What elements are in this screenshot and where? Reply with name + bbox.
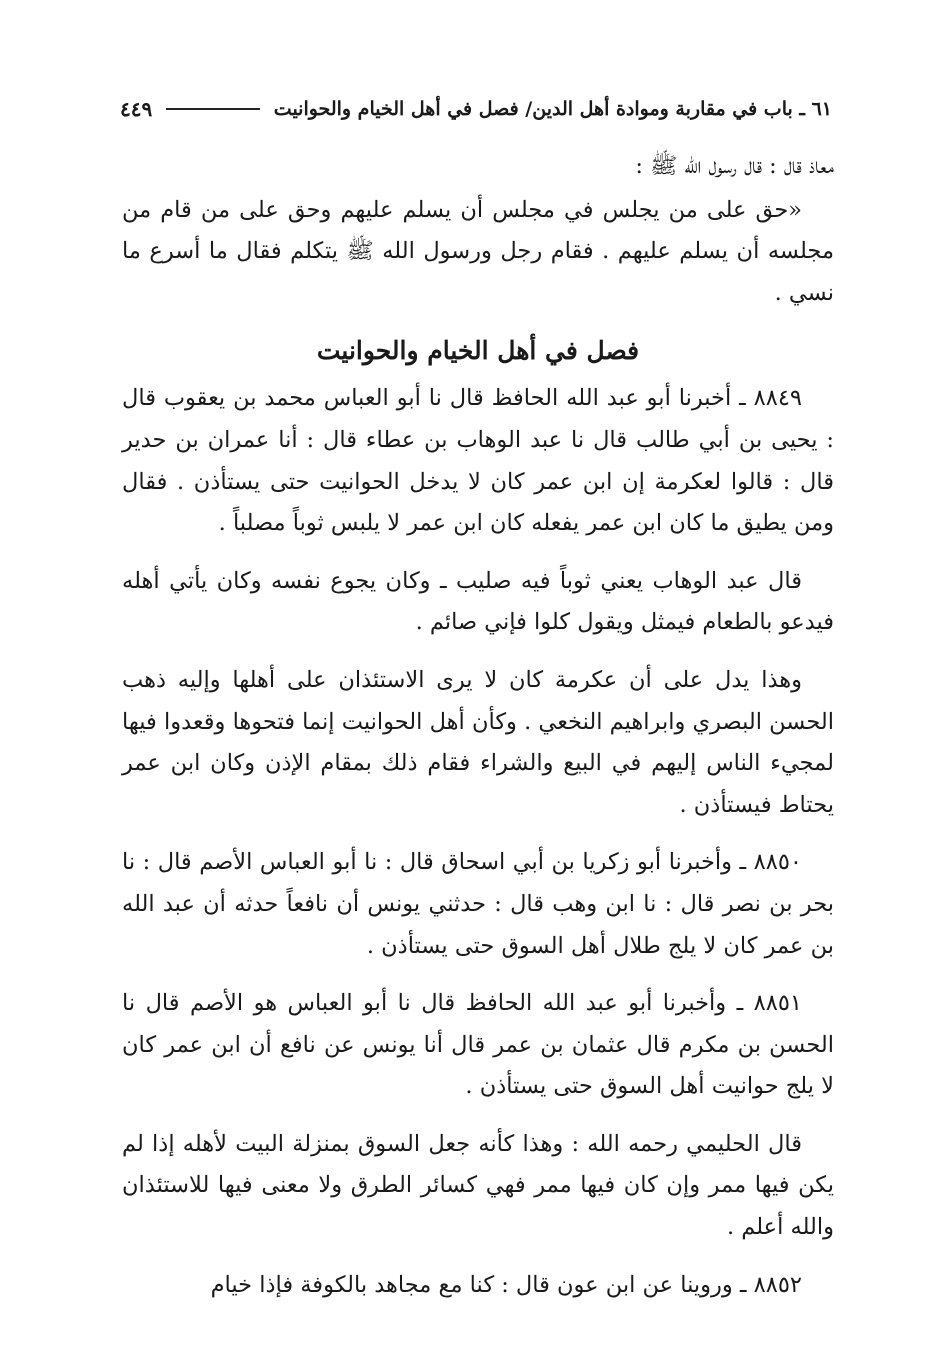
paragraph-8850: ٨٨٥٠ ـ وأخبرنا أبو زكريا بن أبي اسحاق قال : نا أبو العباس الأصم قال : نا بحر بن نصر قال : نا ابن وهب قال : حدثني يونس أن نافعاً حدثه أن عبد الله بن عمر كان لا يلج طلال أهل السوق حتى يستأذن . [122,849,834,959]
section-heading: فصل في أهل الخيام والحوانيت [316,336,640,366]
paragraph-halimi: قال الحليمي رحمه الله : وهذا كأنه جعل السوق بمنزلة البيت لأهله إذا لم يكن فيها ممر وإن كان فيها ممر فهي كسائر الطرق ولا معنى فيها للاستئذان والله أعلم . [122,1130,834,1241]
paragraph-8851: ٨٨٥١ ـ وأخبرنا أبو عبد الله الحافظ قال نا أبو العباس هو الأصم قال نا الحسن بن مكرم قال عثمان بن عمر قال أنا يونس عن نافع أن ابن عمر كان لا يلج حوانيت أهل السوق حتى يستأذن . [122,990,834,1100]
paragraph-8852: ٨٨٥٢ ـ وروينا عن ابن عون قال : كنا مع مجاهد بالكوفة فإذا خيام [210,1271,802,1298]
running-title: ٦١ ـ باب في مقاربة وموادة أهل الدين/ فصل في أهل الخيام والحوانيت [273,98,832,120]
header-rule [166,108,260,110]
paragraph-hadith-quote: «حق على من يجلس في مجلس أن يسلم عليهم وحق على من قام من مجلسه أن يسلم عليهم . فقام رجل ورسول الله ﷺ يتكلم فقال ما أسرع ما نسي . [122,196,834,306]
paragraph-intro: معاذ قال : قال رسول الله ﷺ : [635,153,834,179]
paragraph-commentary-1: قال عبد الوهاب يعني ثوباً فيه صليب ـ وكان يجوع نفسه وكان يأتي أهله فيدعو بالطعام فيمثل ويقول كلوا فإني صائم . [122,567,834,636]
paragraph-8849: ٨٨٤٩ ـ أخبرنا أبو عبد الله الحافظ قال نا أبو العباس محمد بن يعقوب قال : يحيى بن أبي طالب قال نا عبد الوهاب بن عطاء قال : أنا عمران بن حدير قال : قالوا لعكرمة إن ابن عمر كان لا يدخل الحوانيت حتى يستأذن . فقال ومن يطيق ما كان ابن عمر يفعله كان ابن عمر لا يلبس ثوباً مصلباً . [122,385,834,537]
page-number: ٤٤٩ [120,97,153,121]
running-header [120,92,832,126]
page-body [122,146,834,1306]
paragraph-commentary-2: وهذا يدل على أن عكرمة كان لا يرى الاستئذان على أهلها وإليه ذهب الحسن البصري وابراهيم النخعي . وكأن أهل الحوانيت إنما فتحوها وقعدوا فيها لمجيء الناس إليهم في البيع والشراء فقام ذلك بمقام الإذن وكان ابن عمر يحتاط فيستأذن . [122,666,834,818]
